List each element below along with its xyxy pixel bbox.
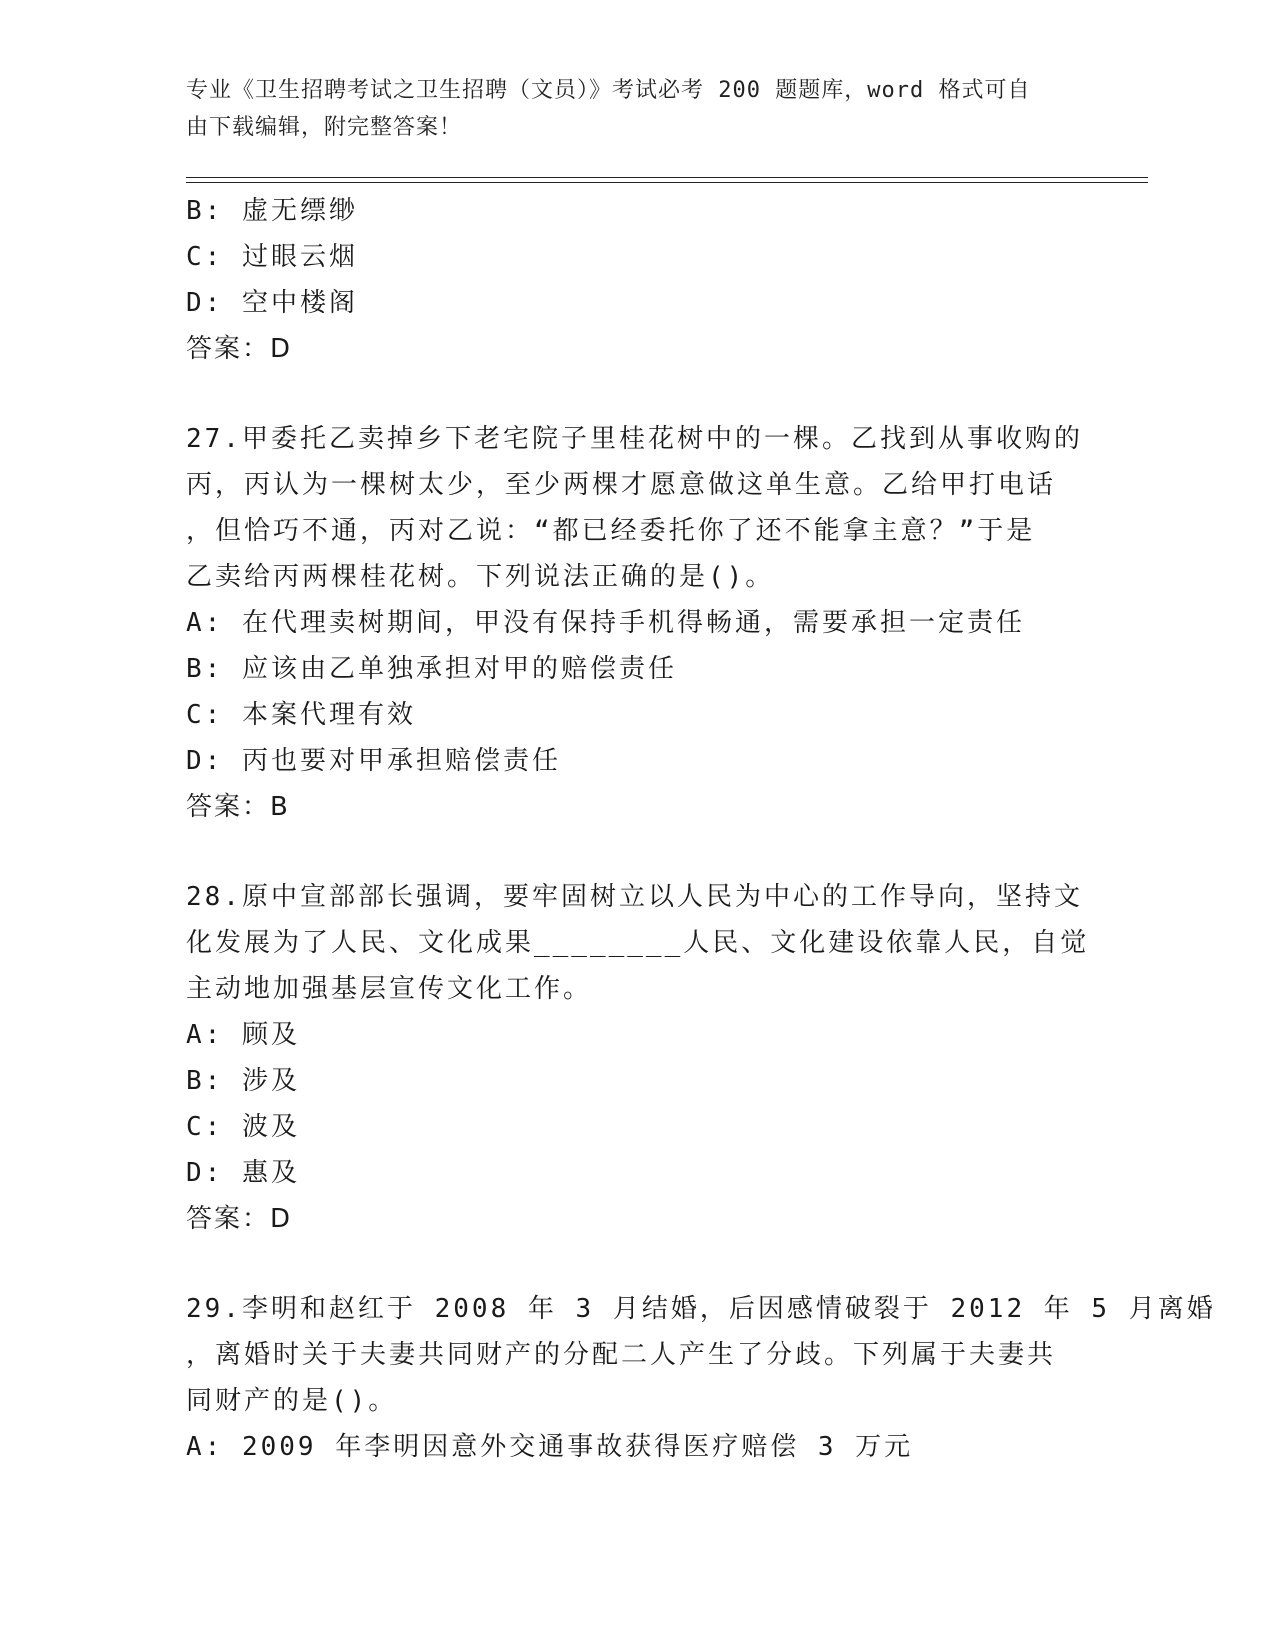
option-d: D: 丙也要对甲承担赔偿责任: [186, 746, 561, 776]
question-26: [186, 188, 1076, 372]
option-b: B: 应该由乙单独承担对甲的赔偿责任: [186, 654, 677, 684]
question-stem-line: 27.甲委托乙卖掉乡下老宅院子里桂花树中的一棵。乙找到从事收购的: [186, 424, 1083, 454]
option-b: B: 虚无缥缈: [186, 196, 358, 226]
answer-line: 答案：D: [186, 334, 293, 364]
document-header: [186, 72, 1066, 146]
header-divider-top: [186, 177, 1148, 178]
question-stem-line: 主动地加强基层宣传文化工作。: [186, 974, 593, 1004]
question-stem-line: ，但恰巧不通，丙对乙说：“都已经委托你了还不能拿主意？”于是: [186, 516, 1036, 546]
header-line-1: 专业《卫生招聘考试之卫生招聘（文员）》考试必考 200 题题库，word 格式可自: [186, 78, 1031, 103]
option-c: C: 波及: [186, 1112, 300, 1142]
question-spacer: [186, 1242, 1076, 1286]
header-line-2: 由下载编辑，附完整答案！: [186, 115, 463, 140]
question-spacer: [186, 372, 1076, 416]
question-29: [186, 1286, 1216, 1470]
question-spacer: [186, 830, 1076, 874]
question-stem-line: ，离婚时关于夫妻共同财产的分配二人产生了分歧。下列属于夫妻共: [186, 1340, 1057, 1370]
option-d: D: 惠及: [186, 1158, 300, 1188]
option-a: A: 在代理卖树期间，甲没有保持手机得畅通，需要承担一定责任: [186, 608, 1025, 638]
question-stem-line: 乙卖给丙两棵桂花树。下列说法正确的是()。: [186, 562, 775, 592]
question-stem-line: 同财产的是()。: [186, 1386, 398, 1416]
header-divider-bottom: [186, 182, 1148, 183]
option-c: C: 过眼云烟: [186, 242, 358, 272]
answer-line: 答案：D: [186, 1204, 293, 1234]
question-28: [186, 874, 1090, 1242]
question-stem-line: 29.李明和赵红于 2008 年 3 月结婚，后因感情破裂于 2012 年 5 月离婚: [186, 1294, 1216, 1324]
option-b: B: 涉及: [186, 1066, 300, 1096]
answer-line: 答案：B: [186, 792, 290, 822]
option-a: A: 2009 年李明因意外交通事故获得医疗赔偿 3 万元: [186, 1432, 914, 1462]
option-a: A: 顾及: [186, 1020, 300, 1050]
question-stem-line: 化发展为了人民、文化成果________人民、文化建设依靠人民，自觉: [186, 928, 1090, 958]
question-stem-line: 丙，丙认为一棵树太少，至少两棵才愿意做这单生意。乙给甲打电话: [186, 470, 1057, 500]
option-c: C: 本案代理有效: [186, 700, 416, 730]
question-stem-line: 28.原中宣部部长强调，要牢固树立以人民为中心的工作导向，坚持文: [186, 882, 1083, 912]
question-list: [186, 188, 1216, 1470]
question-27: [186, 416, 1083, 830]
option-d: D: 空中楼阁: [186, 288, 358, 318]
